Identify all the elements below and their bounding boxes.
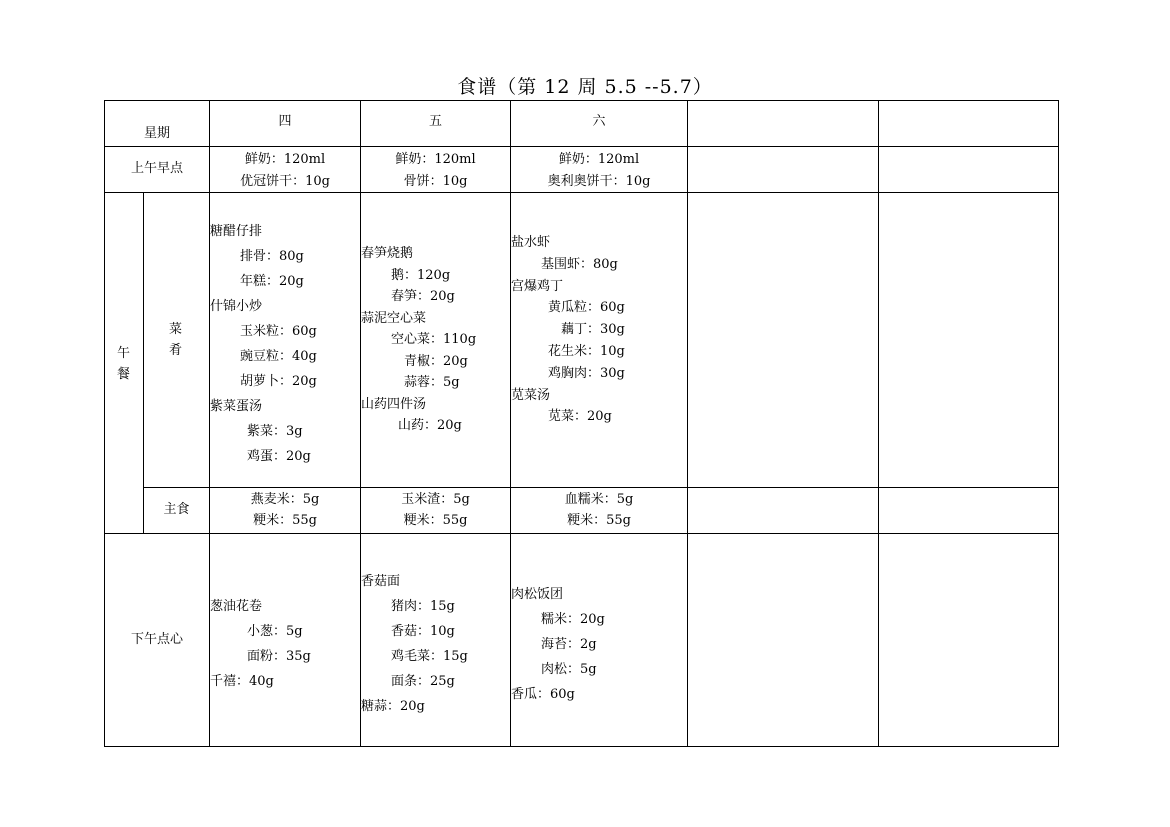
ingredient: 玉米粒：60g [240,324,317,339]
dish-name: 春笋烧鹅 [361,246,414,261]
ingredient: 空心菜：110g [391,332,477,347]
ingredient: 千禧：40g [210,674,274,689]
weekday-label: 星期 [143,126,170,141]
dish-name: 苋菜汤 [511,387,551,403]
ingredient: 年糕：20g [240,274,304,289]
day-header-fri: 五 [428,114,442,129]
staple-sat: 血糯米：5g 粳米：55g [564,492,634,528]
ingredient: 面条：25g [391,674,455,689]
ingredient: 香瓜：60g [511,687,575,702]
afternoon-snack-label: 下午点心 [130,632,183,647]
day-header-thu: 四 [278,114,292,129]
ingredient: 鸡胸肉：30g [548,365,625,381]
ingredient: 小葱：5g [247,624,303,639]
ingredient: 青椒：20g [404,353,468,369]
page-title: 食谱（第 12 周 5.5 --5.7） [457,76,713,98]
day-header-sat: 六 [592,114,606,129]
staple-fri: 玉米渣：5g 粳米：55g [401,492,470,528]
dishes-sat [511,232,625,428]
dish-name: 肉松饭团 [511,587,564,602]
dish-name: 宫爆鸡丁 [511,278,564,294]
ingredient: 肉松：5g [541,662,597,677]
ingredient: 胡萝卜：20g [240,374,317,389]
morning-snack-thu: 鲜奶：120ml 优冠饼干：10g [240,152,330,189]
ingredient: 苋菜：20g [548,409,612,425]
ingredient: 香菇：10g [391,624,455,639]
morning-snack-sat: 鲜奶：120ml 奥利奥饼干：10g [547,152,651,189]
afternoon-snack-fri [361,569,468,719]
ingredient: 豌豆粒：40g [240,349,317,364]
ingredient: 鹅：120g [391,267,451,283]
ingredient: 猪肉：15g [391,599,455,614]
dishes-fri [361,243,476,437]
ingredient: 海苔：2g [541,637,597,652]
dish-name: 葱油花卷 [210,599,263,614]
morning-snack-label: 上午早点 [130,161,183,176]
afternoon-snack-sat [511,582,605,707]
ingredient: 基围虾：80g [541,256,618,272]
ingredient: 黄瓜粒：60g [548,300,625,316]
ingredient: 面粉：35g [247,649,311,664]
ingredient: 山药：20g [398,418,462,433]
ingredient: 鸡蛋：20g [247,449,311,464]
dish-name: 紫菜蛋汤 [210,399,263,414]
dish-name: 香菇面 [361,574,401,589]
dishes-thu [210,219,317,469]
dish-name: 什锦小炒 [210,299,263,314]
dishes-label: 菜肴 [169,322,183,358]
dish-name: 山药四件汤 [361,396,427,412]
morning-snack-fri: 鲜奶：120ml 骨饼：10g [395,152,476,189]
staple-thu: 燕麦米：5g 粳米：55g [250,492,320,528]
ingredient: 鸡毛菜：15g [391,649,468,664]
dish-name: 盐水虾 [511,235,551,250]
ingredient: 花生米：10g [548,343,625,359]
ingredient: 糯米：20g [541,612,605,627]
ingredient: 蒜蓉：5g [404,375,460,390]
dish-name: 糖醋仔排 [210,224,263,239]
lunch-label: 午餐 [117,346,131,382]
ingredient: 紫菜：3g [247,424,303,439]
dish-name: 蒜泥空心菜 [361,310,427,326]
ingredient: 糖蒜：20g [361,699,425,714]
afternoon-snack-thu [210,594,311,694]
staple-label: 主食 [163,502,190,517]
ingredient: 排骨：80g [240,249,304,264]
ingredient: 藕丁：30g [561,322,625,338]
ingredient: 春笋：20g [391,289,455,304]
